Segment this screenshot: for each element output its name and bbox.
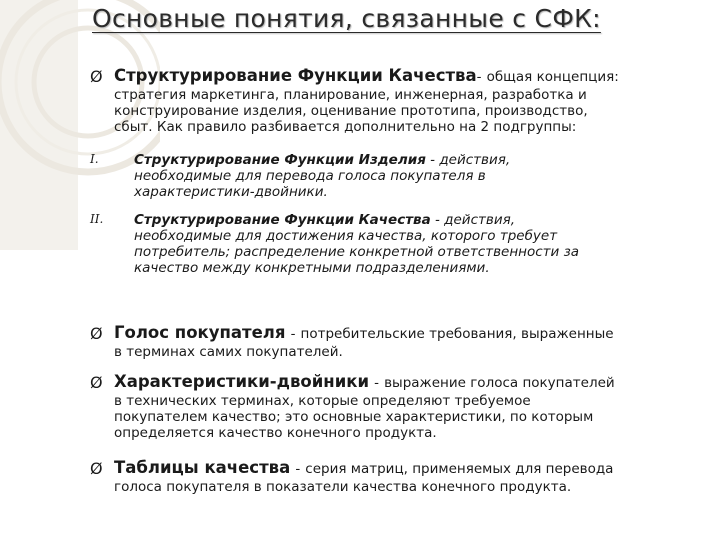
subitem-text: необходимые для перевода голоса покупателя в [134, 168, 486, 184]
bullet-description: серия матриц, применяемых для перевода [305, 461, 614, 477]
subitem-term: Структурирование Функции Качества [134, 212, 431, 228]
bullet-continuation: в терминах самих покупателей. [114, 344, 343, 360]
subitem-text: характеристики-двойники. [134, 184, 328, 200]
arrow-bullet-icon: Ø [90, 67, 103, 86]
subitem-term: Структурирование Функции Изделия [134, 152, 426, 168]
arrow-bullet-icon: Ø [90, 459, 103, 478]
bullet-continuation: голоса покупателя в показатели качества конечного продукта. [114, 479, 572, 495]
bullet-continuation: в технических терминах, которые определяют требуемое [114, 393, 531, 409]
bullet-term: Характеристики-двойники [114, 372, 370, 391]
arrow-bullet-icon: Ø [90, 373, 103, 392]
bullet-description: потребительские требования, выраженные [300, 326, 614, 342]
bullet-term: Таблицы качества [114, 458, 291, 477]
bullet-description: выражение голоса покупателей [384, 375, 615, 391]
subitem-text: потребитель; распределение конкретной ответственности за [134, 244, 580, 260]
bullet-description: общая концепция: [486, 69, 619, 85]
bullet-twin-characteristics [90, 372, 710, 441]
bullet-continuation: стратегия маркетинга, планирование, инженерная, разработка и [114, 87, 587, 103]
bullet-separator: - [290, 326, 296, 342]
arrow-bullet-icon: Ø [90, 324, 103, 343]
subitem-text: качество между конкретными подразделениями. [134, 260, 490, 276]
roman-numeral: II. [90, 212, 104, 226]
bullet-continuation: покупателем качество; это основные характеристики, по которым [114, 409, 594, 425]
bullet-term: Структурирование Функции Качества [114, 66, 477, 85]
bullet-continuation: сбыт. Как правило разбивается дополнительно на 2 подгруппы: [114, 119, 577, 135]
subitem-text: - действия, [435, 212, 516, 228]
subitem-text: - действия, [430, 152, 511, 168]
bullet-separator: - [295, 461, 301, 477]
subitem-product-function [90, 152, 700, 200]
bullet-separator: - [374, 375, 379, 391]
subitem-text: необходимые для достижения качества, которого требует [134, 228, 558, 244]
bullet-continuation: определяется качество конечного продукта. [114, 425, 437, 441]
bullet-term: Голос покупателя [114, 323, 286, 342]
bullet-quality-tables [90, 458, 710, 495]
roman-numeral: I. [90, 152, 99, 166]
subitem-quality-function [90, 212, 700, 276]
slide-title: Основные понятия, связанные с СФК: [92, 4, 601, 33]
bullet-voice-of-customer [90, 323, 710, 360]
bullet-continuation: конструирование изделия, оценивание прототипа, производство, [114, 103, 588, 119]
bullet-qfd [90, 66, 710, 135]
bullet-separator: - [476, 69, 482, 85]
